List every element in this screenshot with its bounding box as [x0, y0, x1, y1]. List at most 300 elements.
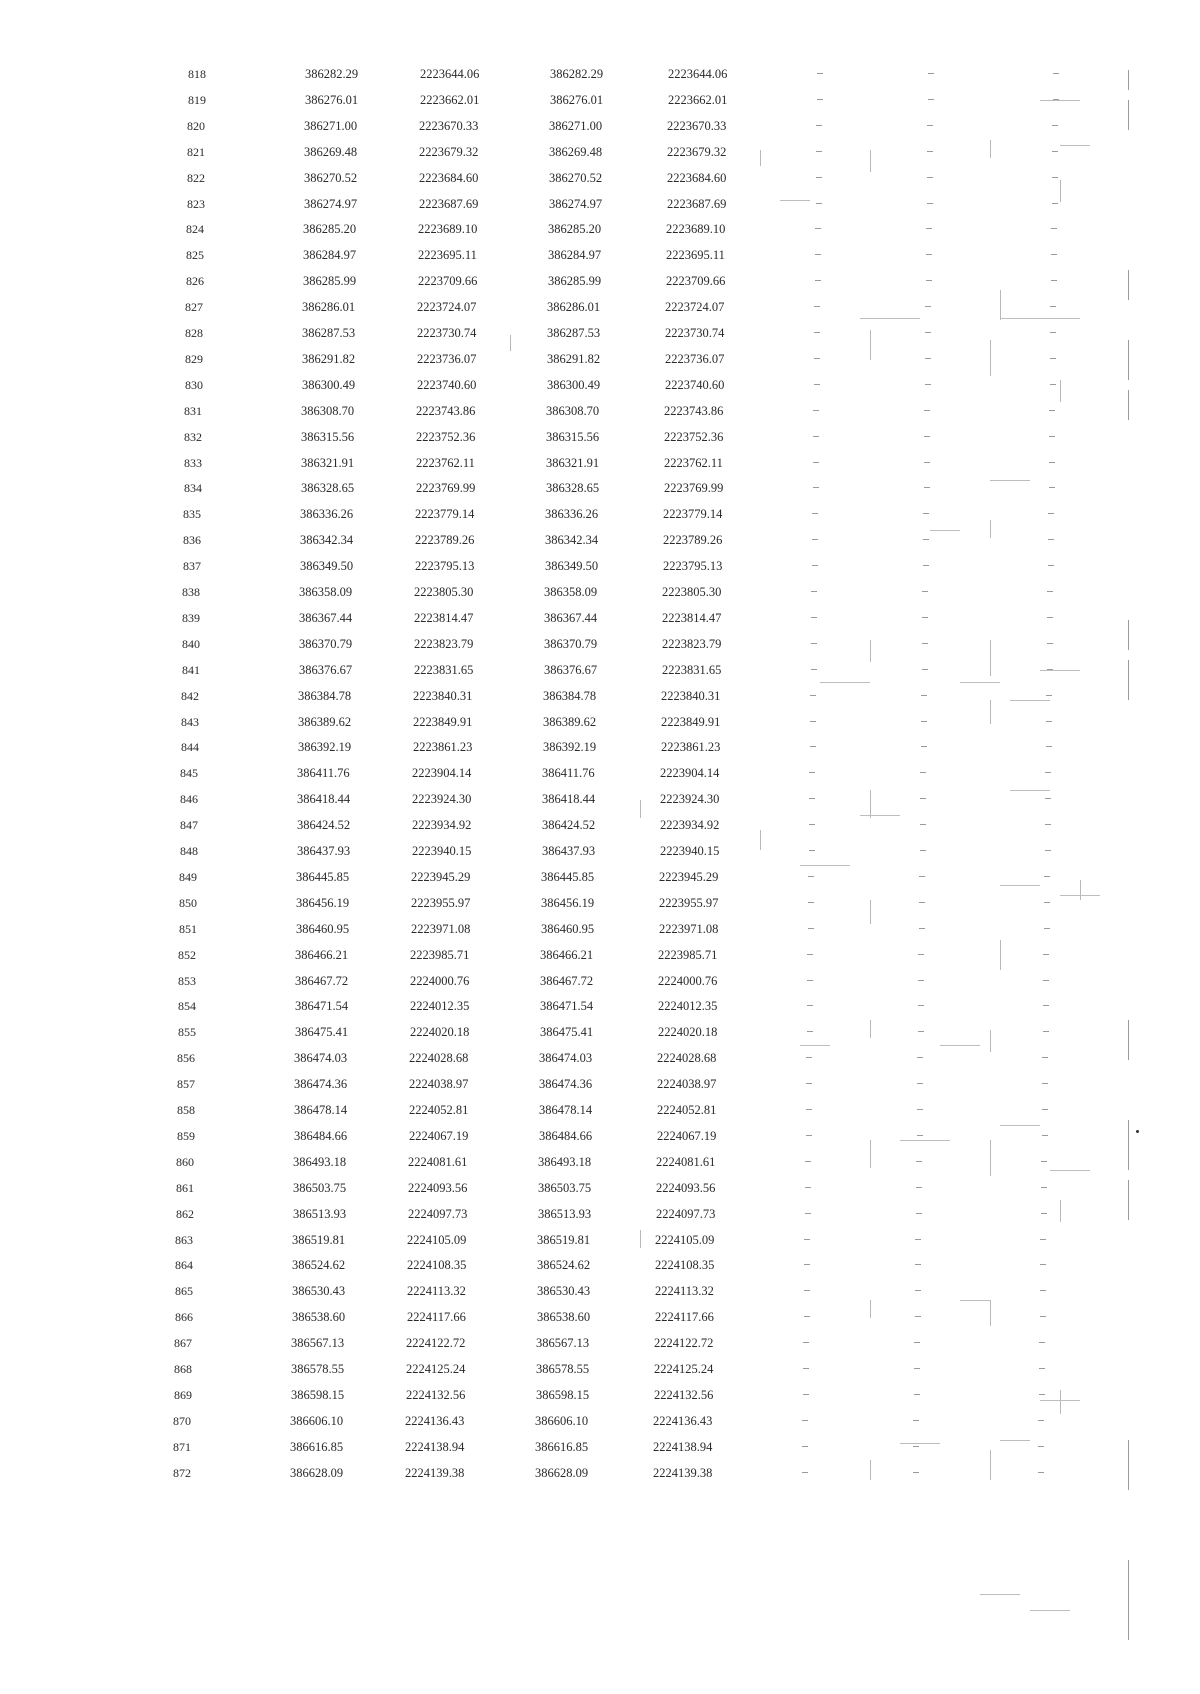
empty-col-3 [1038, 1472, 1044, 1473]
y-coordinate-a: 2224020.18 [410, 1025, 470, 1040]
empty-col-2 [920, 824, 926, 825]
x-coordinate-b: 386530.43 [537, 1284, 591, 1299]
x-coordinate-a: 386606.10 [290, 1413, 344, 1428]
y-coordinate-a: 2223955.97 [411, 895, 471, 910]
x-coordinate-a: 386384.78 [298, 688, 352, 703]
table-row [0, 1257, 1200, 1283]
row-number: 863 [175, 1232, 193, 1247]
y-coordinate-b: 2223840.31 [661, 688, 721, 703]
empty-col-1 [803, 1368, 809, 1369]
table-row [0, 714, 1200, 740]
x-coordinate-b: 386285.20 [548, 222, 602, 237]
y-coordinate-b: 2223736.07 [665, 351, 725, 366]
y-coordinate-b: 2223831.65 [662, 662, 722, 677]
empty-col-3 [1041, 1161, 1047, 1162]
y-coordinate-a: 2224132.56 [406, 1387, 466, 1402]
table-row [0, 1232, 1200, 1258]
empty-col-3 [1047, 591, 1053, 592]
x-coordinate-b: 386286.01 [547, 300, 601, 315]
y-coordinate-a: 2223736.07 [417, 351, 477, 366]
empty-col-2 [913, 1472, 919, 1473]
y-coordinate-b: 2223955.97 [659, 895, 719, 910]
empty-col-1 [802, 1446, 808, 1447]
empty-col-2 [926, 228, 932, 229]
y-coordinate-b: 2224052.81 [657, 1103, 717, 1117]
x-coordinate-a: 386471.54 [295, 999, 349, 1014]
x-coordinate-b: 386467.72 [540, 973, 594, 988]
x-coordinate-b: 386460.95 [541, 921, 595, 936]
x-coordinate-a: 386503.75 [293, 1180, 347, 1195]
row-number: 859 [177, 1128, 195, 1143]
scan-artifact [1000, 940, 1001, 970]
y-coordinate-b: 2223861.23 [661, 740, 721, 755]
row-number: 843 [181, 714, 199, 729]
x-coordinate-b: 386474.03 [539, 1051, 593, 1066]
empty-col-3 [1042, 1135, 1048, 1136]
x-coordinate-b: 386471.54 [540, 999, 594, 1014]
x-coordinate-a: 386270.52 [304, 170, 358, 185]
empty-col-3 [1047, 617, 1053, 618]
x-coordinate-b: 386342.34 [545, 533, 599, 548]
y-coordinate-a: 2223904.14 [412, 766, 472, 781]
x-coordinate-b: 386484.66 [539, 1128, 593, 1143]
row-number: 827 [185, 300, 203, 315]
empty-col-2 [927, 177, 933, 178]
table-row [0, 1309, 1200, 1335]
scan-border [1128, 620, 1129, 650]
x-coordinate-b: 386445.85 [541, 869, 595, 884]
empty-col-1 [815, 228, 821, 229]
y-coordinate-b: 2223689.10 [666, 222, 726, 237]
empty-col-1 [811, 617, 817, 618]
empty-col-1 [809, 850, 815, 851]
scan-artifact [1060, 145, 1090, 146]
empty-col-2 [927, 203, 933, 204]
empty-col-1 [804, 1264, 810, 1265]
row-number: 870 [173, 1413, 191, 1428]
table-row [0, 1361, 1200, 1387]
scan-artifact [1040, 100, 1080, 101]
x-coordinate-a: 386300.49 [302, 377, 356, 392]
x-coordinate-a: 386389.62 [298, 714, 352, 729]
empty-col-1 [809, 824, 815, 825]
table-row [0, 299, 1200, 325]
empty-col-3 [1052, 125, 1058, 126]
table-row [0, 144, 1200, 170]
scan-artifact [820, 682, 870, 683]
y-coordinate-a: 2224038.97 [409, 1077, 469, 1092]
x-coordinate-b: 386285.99 [548, 274, 602, 289]
x-coordinate-b: 386271.00 [549, 118, 603, 133]
x-coordinate-b: 386519.81 [537, 1232, 591, 1247]
empty-col-1 [814, 306, 820, 307]
scan-artifact [990, 1140, 991, 1176]
empty-col-1 [816, 125, 822, 126]
y-coordinate-a: 2224012.35 [410, 999, 470, 1014]
empty-col-1 [810, 746, 816, 747]
y-coordinate-b: 2224067.19 [657, 1128, 717, 1143]
x-coordinate-a: 386291.82 [302, 351, 356, 366]
scan-artifact [1000, 290, 1001, 320]
table-row [0, 1439, 1200, 1465]
empty-col-1 [813, 487, 819, 488]
empty-col-1 [806, 1135, 812, 1136]
empty-col-3 [1051, 280, 1057, 281]
empty-col-2 [918, 1031, 924, 1032]
y-coordinate-b: 2224020.18 [658, 1025, 718, 1040]
table-row [0, 947, 1200, 973]
y-coordinate-a: 2223670.33 [419, 118, 479, 133]
y-coordinate-a: 2223724.07 [417, 300, 477, 315]
empty-col-1 [808, 928, 814, 929]
x-coordinate-a: 386460.95 [296, 921, 350, 936]
scan-artifact [1040, 1400, 1080, 1401]
y-coordinate-a: 2223695.11 [418, 248, 477, 263]
scan-border [1128, 100, 1129, 130]
row-number: 842 [181, 688, 199, 703]
y-coordinate-a: 2223769.99 [416, 481, 476, 496]
empty-col-2 [914, 1394, 920, 1395]
y-coordinate-b: 2224093.56 [656, 1180, 716, 1195]
y-coordinate-a: 2224122.72 [406, 1336, 466, 1351]
empty-col-3 [1053, 73, 1059, 74]
x-coordinate-b: 386315.56 [546, 429, 600, 444]
empty-col-2 [918, 1005, 924, 1006]
scan-artifact [990, 520, 991, 538]
y-coordinate-a: 2223789.26 [415, 533, 475, 548]
row-number: 832 [184, 429, 202, 444]
empty-col-2 [914, 1342, 920, 1343]
y-coordinate-b: 2224113.32 [655, 1284, 714, 1299]
empty-col-1 [813, 462, 819, 463]
scan-artifact [990, 340, 991, 376]
y-coordinate-b: 2223724.07 [665, 300, 725, 315]
table-row [0, 1413, 1200, 1439]
table-row [0, 429, 1200, 455]
scan-border [1128, 1440, 1129, 1490]
table-row [0, 196, 1200, 222]
scan-artifact [760, 150, 761, 166]
y-coordinate-b: 2223945.29 [659, 869, 719, 884]
y-coordinate-b: 2223823.79 [662, 636, 722, 651]
y-coordinate-b: 2224081.61 [656, 1154, 716, 1169]
y-coordinate-a: 2223934.92 [412, 818, 472, 833]
x-coordinate-b: 386418.44 [542, 792, 596, 807]
empty-col-1 [814, 332, 820, 333]
empty-col-2 [928, 99, 934, 100]
x-coordinate-a: 386424.52 [297, 818, 351, 833]
empty-col-1 [803, 1394, 809, 1395]
empty-col-1 [814, 384, 820, 385]
empty-col-3 [1040, 1316, 1046, 1317]
row-number: 854 [178, 999, 196, 1014]
row-number: 819 [188, 92, 206, 107]
row-number: 852 [178, 947, 196, 962]
scan-border [1128, 1120, 1129, 1170]
y-coordinate-b: 2224000.76 [658, 973, 718, 988]
empty-col-3 [1049, 462, 1055, 463]
row-number: 824 [186, 222, 204, 237]
scan-artifact [1060, 380, 1061, 402]
empty-col-2 [916, 1187, 922, 1188]
x-coordinate-a: 386285.20 [303, 222, 357, 237]
y-coordinate-a: 2224108.35 [407, 1258, 467, 1273]
x-coordinate-a: 386456.19 [296, 895, 350, 910]
x-coordinate-a: 386474.36 [294, 1077, 348, 1092]
empty-col-1 [817, 99, 823, 100]
scan-artifact [870, 1300, 871, 1318]
x-coordinate-b: 386384.78 [543, 688, 597, 703]
x-coordinate-b: 386475.41 [540, 1025, 594, 1040]
y-coordinate-b: 2223684.60 [667, 170, 727, 185]
x-coordinate-a: 386484.66 [294, 1128, 348, 1143]
x-coordinate-b: 386389.62 [543, 714, 597, 729]
x-coordinate-a: 386376.67 [299, 662, 353, 677]
table-row [0, 1076, 1200, 1102]
empty-col-1 [809, 772, 815, 773]
empty-col-1 [806, 1057, 812, 1058]
empty-col-2 [919, 928, 925, 929]
x-coordinate-a: 386328.65 [301, 481, 355, 496]
x-coordinate-a: 386598.15 [291, 1387, 345, 1402]
x-coordinate-b: 386276.01 [550, 92, 604, 107]
empty-col-3 [1043, 954, 1049, 955]
y-coordinate-b: 2224139.38 [653, 1465, 713, 1480]
x-coordinate-a: 386269.48 [304, 144, 358, 159]
table-row [0, 66, 1200, 92]
empty-col-3 [1045, 824, 1051, 825]
empty-col-2 [928, 73, 934, 74]
empty-col-3 [1040, 1264, 1046, 1265]
row-number: 835 [183, 507, 201, 522]
row-number: 860 [176, 1154, 194, 1169]
empty-col-2 [923, 513, 929, 514]
scan-artifact [1010, 700, 1050, 701]
scan-border [1128, 270, 1129, 300]
x-coordinate-b: 386478.14 [539, 1103, 593, 1117]
empty-col-2 [925, 384, 931, 385]
empty-col-1 [817, 73, 823, 74]
y-coordinate-b: 2223670.33 [667, 118, 727, 133]
row-number: 838 [182, 585, 200, 599]
empty-col-3 [1041, 1213, 1047, 1214]
x-coordinate-b: 386349.50 [545, 559, 599, 574]
y-coordinate-b: 2224028.68 [657, 1051, 717, 1066]
empty-col-2 [924, 436, 930, 437]
empty-col-2 [926, 254, 932, 255]
scan-artifact [870, 640, 871, 662]
scan-artifact [1050, 1170, 1090, 1171]
row-number: 869 [174, 1387, 192, 1402]
y-coordinate-a: 2223679.32 [419, 144, 479, 159]
row-number: 861 [176, 1180, 194, 1195]
x-coordinate-a: 386475.41 [295, 1025, 349, 1040]
scan-artifact [860, 318, 920, 319]
scan-border [1128, 70, 1129, 90]
row-number: 851 [179, 921, 197, 936]
empty-col-2 [926, 280, 932, 281]
empty-col-3 [1040, 1239, 1046, 1240]
row-number: 855 [178, 1025, 196, 1040]
empty-col-3 [1049, 410, 1055, 411]
scan-border [1128, 1180, 1129, 1220]
row-number: 825 [186, 248, 204, 263]
y-coordinate-a: 2224125.24 [406, 1362, 466, 1376]
y-coordinate-b: 2223985.71 [658, 947, 718, 962]
row-number: 839 [182, 610, 200, 625]
y-coordinate-a: 2223779.14 [415, 507, 475, 522]
empty-col-2 [920, 850, 926, 851]
empty-col-1 [811, 669, 817, 670]
table-row [0, 506, 1200, 532]
empty-col-2 [915, 1264, 921, 1265]
table-row [0, 170, 1200, 196]
y-coordinate-a: 2223687.69 [419, 196, 479, 211]
x-coordinate-a: 386467.72 [295, 973, 349, 988]
y-coordinate-b: 2223662.01 [668, 92, 728, 107]
x-coordinate-a: 386336.26 [300, 507, 354, 522]
y-coordinate-a: 2223740.60 [417, 377, 477, 392]
empty-col-3 [1050, 306, 1056, 307]
empty-col-3 [1048, 539, 1054, 540]
y-coordinate-a: 2223805.30 [414, 585, 474, 599]
table-row [0, 1387, 1200, 1413]
table-row [0, 1154, 1200, 1180]
x-coordinate-a: 386308.70 [301, 403, 355, 418]
empty-col-3 [1052, 177, 1058, 178]
x-coordinate-b: 386411.76 [542, 766, 595, 781]
scan-artifact [800, 1045, 830, 1046]
y-coordinate-b: 2223709.66 [666, 274, 726, 289]
empty-col-2 [925, 332, 931, 333]
scan-artifact [870, 1140, 871, 1168]
scan-border [1128, 340, 1129, 380]
y-coordinate-a: 2224113.32 [407, 1284, 466, 1299]
x-coordinate-a: 386567.13 [291, 1336, 345, 1351]
scan-artifact [870, 1020, 871, 1038]
y-coordinate-a: 2223709.66 [418, 274, 478, 289]
table-row [0, 1465, 1200, 1491]
empty-col-1 [807, 1031, 813, 1032]
row-number: 850 [179, 895, 197, 910]
x-coordinate-a: 386276.01 [305, 92, 359, 107]
empty-col-1 [806, 1083, 812, 1084]
table-row [0, 817, 1200, 843]
scan-artifact [870, 790, 871, 818]
scan-artifact [980, 1594, 1020, 1595]
table-row [0, 610, 1200, 636]
x-coordinate-a: 386274.97 [304, 196, 358, 211]
row-number: 865 [175, 1284, 193, 1299]
row-number: 834 [184, 481, 202, 496]
x-coordinate-a: 386282.29 [305, 67, 359, 81]
empty-col-2 [921, 721, 927, 722]
y-coordinate-b: 2223695.11 [666, 248, 725, 263]
x-coordinate-a: 386437.93 [297, 844, 351, 858]
x-coordinate-a: 386286.01 [302, 300, 356, 315]
y-coordinate-a: 2223861.23 [413, 740, 473, 755]
empty-col-1 [816, 151, 822, 152]
empty-col-2 [921, 746, 927, 747]
scan-artifact [900, 1140, 950, 1141]
row-number: 820 [187, 118, 205, 133]
table-row [0, 558, 1200, 584]
y-coordinate-b: 2223752.36 [664, 429, 724, 444]
empty-col-1 [805, 1161, 811, 1162]
row-number: 837 [183, 559, 201, 574]
y-coordinate-b: 2224138.94 [653, 1439, 713, 1454]
x-coordinate-b: 386628.09 [535, 1465, 589, 1480]
empty-col-2 [922, 591, 928, 592]
empty-col-1 [813, 410, 819, 411]
table-row [0, 1206, 1200, 1232]
x-coordinate-a: 386284.97 [303, 248, 357, 263]
empty-col-1 [804, 1316, 810, 1317]
y-coordinate-a: 2224081.61 [408, 1154, 468, 1169]
row-number: 818 [188, 67, 206, 81]
row-number: 844 [181, 740, 199, 755]
table-row [0, 791, 1200, 817]
x-coordinate-b: 386392.19 [543, 740, 597, 755]
x-coordinate-b: 386358.09 [544, 585, 598, 599]
y-coordinate-b: 2223940.15 [660, 844, 720, 858]
empty-col-2 [923, 539, 929, 540]
empty-col-2 [915, 1239, 921, 1240]
y-coordinate-a: 2223924.30 [412, 792, 472, 807]
y-coordinate-b: 2223971.08 [659, 921, 719, 936]
scan-artifact [800, 865, 850, 866]
empty-col-3 [1044, 928, 1050, 929]
empty-col-1 [804, 1239, 810, 1240]
empty-col-3 [1047, 643, 1053, 644]
x-coordinate-b: 386567.13 [536, 1336, 590, 1351]
x-coordinate-a: 386392.19 [298, 740, 352, 755]
scan-artifact [760, 830, 761, 850]
empty-col-1 [815, 280, 821, 281]
x-coordinate-a: 386466.21 [295, 947, 349, 962]
x-coordinate-a: 386358.09 [299, 585, 353, 599]
empty-col-1 [805, 1187, 811, 1188]
y-coordinate-b: 2224117.66 [655, 1310, 714, 1325]
row-number: 858 [177, 1103, 195, 1117]
table-row [0, 480, 1200, 506]
empty-col-3 [1051, 228, 1057, 229]
empty-col-3 [1042, 1083, 1048, 1084]
empty-col-3 [1044, 876, 1050, 877]
empty-col-1 [807, 954, 813, 955]
table-row [0, 92, 1200, 118]
table-row [0, 584, 1200, 610]
x-coordinate-b: 386616.85 [535, 1439, 589, 1454]
x-coordinate-a: 386367.44 [299, 610, 353, 625]
y-coordinate-a: 2223644.06 [420, 67, 480, 81]
y-coordinate-b: 2223934.92 [660, 818, 720, 833]
x-coordinate-a: 386287.53 [302, 326, 356, 340]
scan-artifact [860, 815, 900, 816]
table-row [0, 1050, 1200, 1076]
empty-col-3 [1045, 850, 1051, 851]
scan-artifact [1060, 1390, 1061, 1414]
row-number: 864 [175, 1258, 193, 1273]
x-coordinate-b: 386437.93 [542, 844, 596, 858]
x-coordinate-b: 386578.55 [536, 1362, 590, 1376]
row-number: 821 [187, 144, 205, 159]
scan-artifact [990, 700, 991, 724]
x-coordinate-b: 386367.44 [544, 610, 598, 625]
empty-col-3 [1046, 746, 1052, 747]
scan-border [1128, 1560, 1129, 1600]
empty-col-2 [917, 1135, 923, 1136]
